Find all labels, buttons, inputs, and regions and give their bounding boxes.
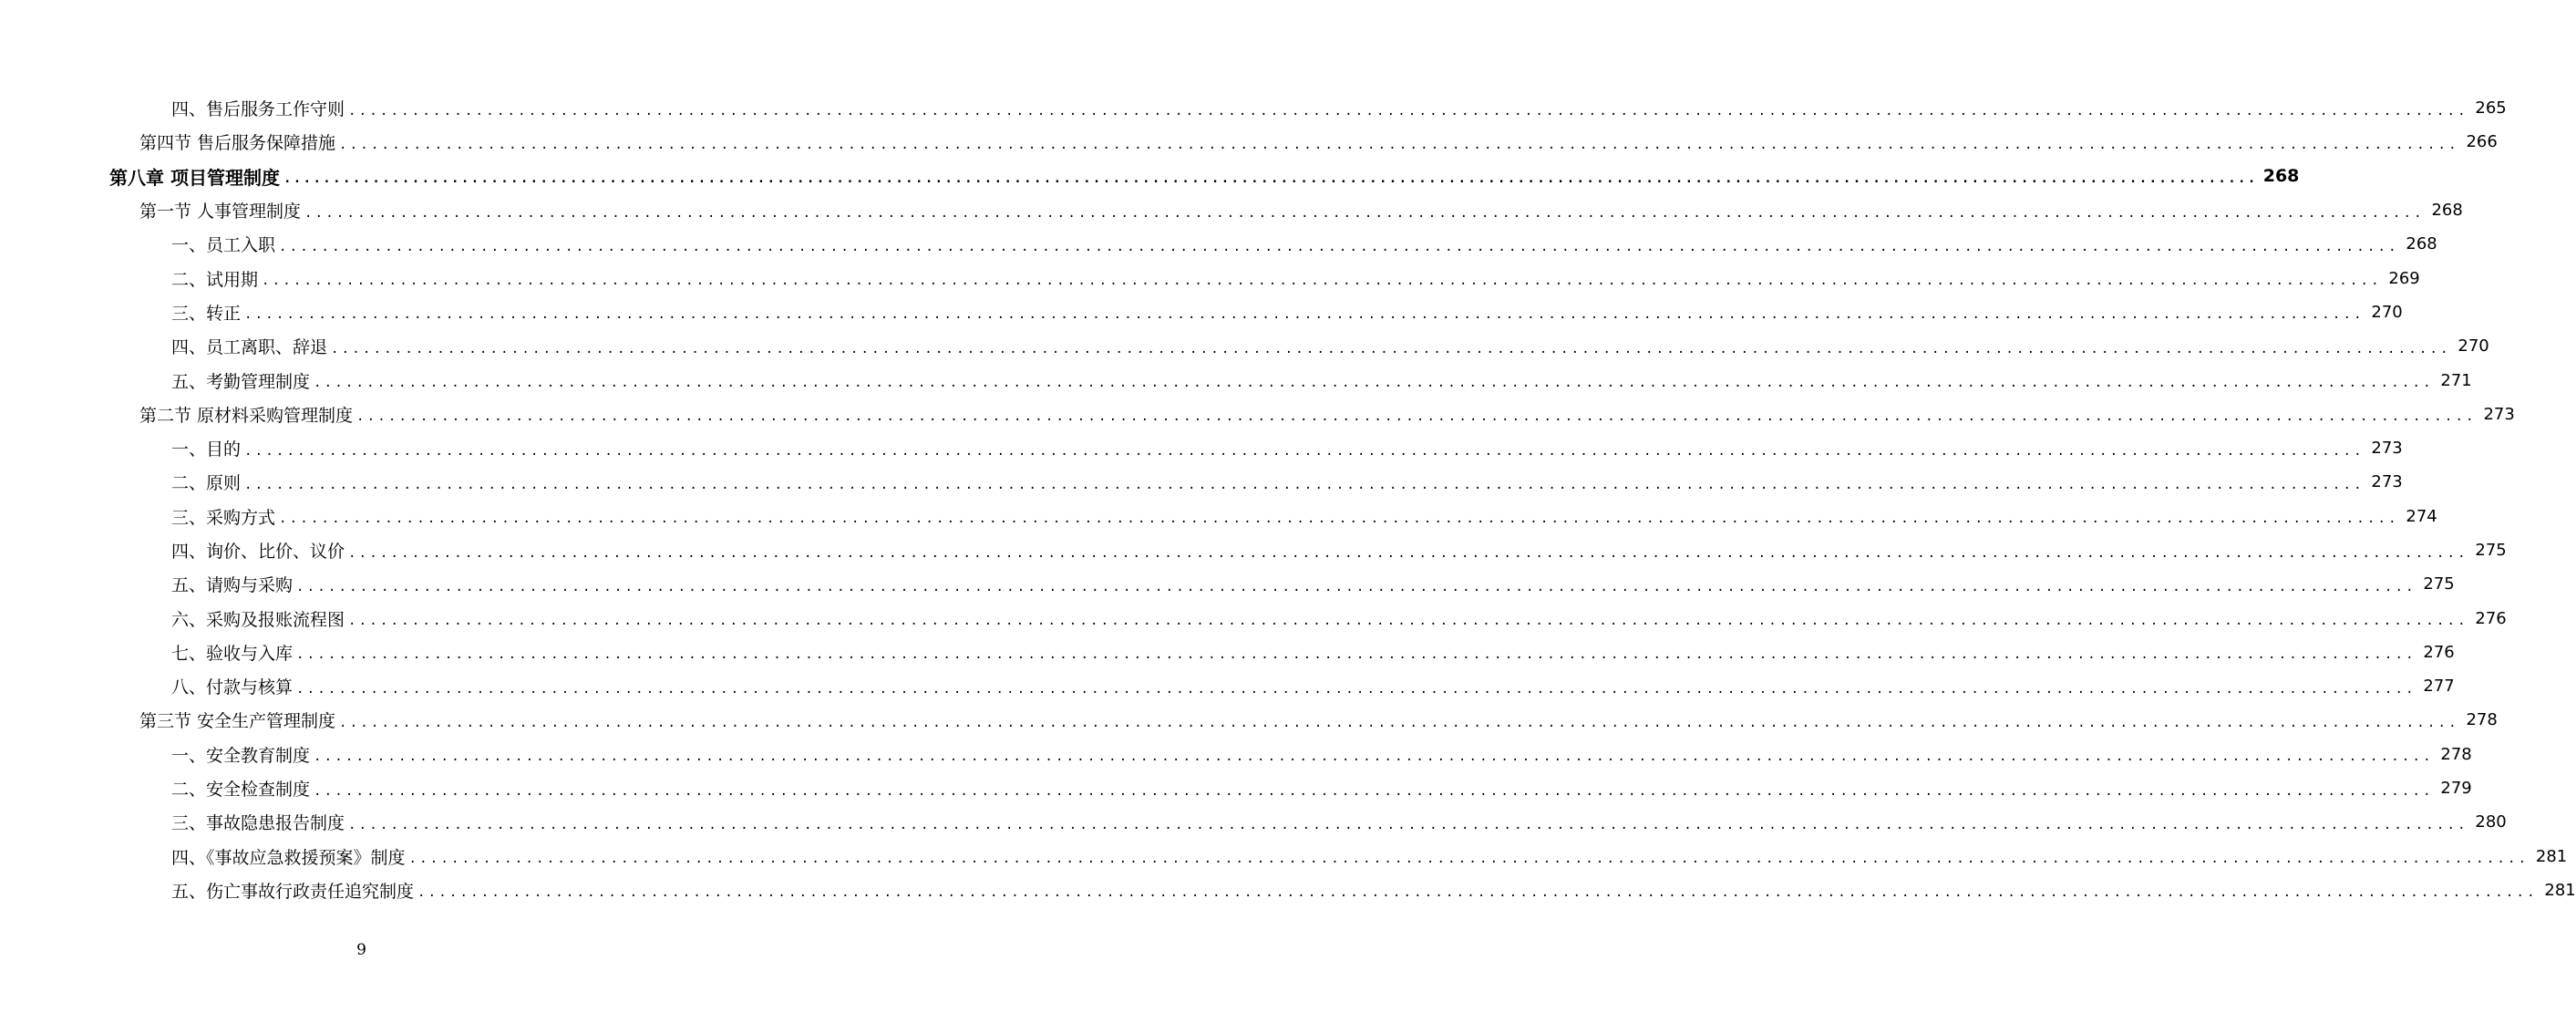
dot-leader: ........................................................................................................................................................................................................: [279, 512, 2399, 527]
toc-entry-page-number: 268: [2406, 234, 2437, 254]
toc-entry-section[interactable]: [0, 398, 2515, 431]
toc-entry-title: 二、试用期: [171, 269, 259, 290]
toc-entry-item[interactable]: [0, 636, 2455, 669]
toc-entry-page-number: 273: [2483, 404, 2515, 424]
toc-entry-page-number: 270: [2371, 302, 2403, 322]
dot-leader: ........................................................................................................................................................................................................: [296, 647, 2416, 663]
toc-entry-item[interactable]: [0, 295, 2403, 329]
toc-entry-item[interactable]: [0, 840, 2568, 873]
toc-entry-page-number: 273: [2371, 439, 2403, 459]
toc-entry-item[interactable]: [0, 431, 2403, 465]
toc-entry-page-number: 281: [2535, 846, 2568, 866]
toc-entry-title: 第二节 原材料采购管理制度: [139, 405, 354, 426]
dot-leader: ........................................................................................................................................................................................................: [348, 614, 2468, 629]
table-of-contents: [0, 91, 2576, 907]
toc-entry-title: 二、原则: [171, 473, 242, 494]
toc-entry-page-number: 271: [2440, 370, 2472, 390]
dot-leader: ........................................................................................................................................................................................................: [331, 341, 2451, 356]
toc-entry-page-number: 273: [2371, 472, 2403, 492]
toc-entry-section[interactable]: [0, 125, 2498, 159]
toc-entry-page-number: 276: [2475, 608, 2507, 628]
dot-leader: ........................................................................................................................................................................................................: [314, 749, 2434, 765]
dot-leader: ........................................................................................................................................................................................................: [314, 376, 2434, 391]
toc-entry-title: 四、员工离职、辞退: [171, 337, 328, 358]
toc-entry-title: 三、采购方式: [171, 507, 276, 528]
toc-entry-item[interactable]: [0, 738, 2472, 771]
toc-entry-page-number: 265: [2475, 98, 2507, 119]
toc-entry-item[interactable]: [0, 227, 2437, 261]
toc-entry-title: 第三节 安全生产管理制度: [139, 711, 336, 732]
toc-entry-chapter[interactable]: [0, 160, 2300, 193]
toc-entry-title: 四、《事故应急救援预案》制度: [171, 847, 406, 868]
toc-entry-title: 四、售后服务工作守则: [171, 99, 345, 120]
toc-entry-page-number: 280: [2475, 812, 2507, 832]
toc-entry-title: 八、付款与核算: [171, 677, 294, 698]
toc-entry-page-number: 268: [2431, 201, 2463, 221]
dot-leader: ........................................................................................................................................................................................................: [339, 715, 2459, 730]
dot-leader: ........................................................................................................................................................................................................: [296, 579, 2416, 594]
toc-entry-item[interactable]: [0, 329, 2489, 363]
toc-entry-title: 五、请购与采购: [171, 575, 294, 596]
page-number: 9: [356, 941, 366, 959]
toc-entry-page-number: 278: [2440, 744, 2472, 764]
toc-entry-page-number: 274: [2406, 506, 2437, 526]
dot-leader: ........................................................................................................................................................................................................: [314, 783, 2434, 799]
toc-entry-page-number: 266: [2466, 132, 2498, 152]
dot-leader: ........................................................................................................................................................................................................: [339, 137, 2459, 152]
toc-entry-item[interactable]: [0, 500, 2437, 533]
toc-entry-title: 一、目的: [171, 439, 242, 460]
toc-entry-item[interactable]: [0, 805, 2507, 839]
toc-entry-title: 第一节 人事管理制度: [139, 202, 302, 222]
toc-entry-page-number: 269: [2388, 268, 2420, 288]
dot-leader: ........................................................................................................................................................................................................: [279, 239, 2399, 254]
toc-entry-title: 五、伤亡事故行政责任追究制度: [171, 881, 415, 902]
toc-entry-item[interactable]: [0, 601, 2507, 635]
toc-entry-page-number: 275: [2423, 574, 2455, 594]
toc-entry-item[interactable]: [0, 261, 2420, 294]
toc-entry-page-number: 279: [2440, 779, 2472, 799]
toc-entry-section[interactable]: [0, 703, 2498, 737]
dot-leader: ........................................................................................................................................................................................................: [304, 205, 2425, 221]
toc-entry-title: 五、考勤管理制度: [171, 371, 311, 392]
toc-entry-page-number: 275: [2475, 541, 2507, 560]
toc-entry-title: 一、安全教育制度: [171, 745, 311, 766]
toc-entry-page-number: 276: [2423, 642, 2455, 662]
toc-entry-title: 第八章 项目管理制度: [109, 166, 280, 189]
toc-entry-title: 三、转正: [171, 303, 242, 324]
toc-entry-item[interactable]: [0, 465, 2403, 499]
dot-leader: ........................................................................................................................................................................................................: [417, 885, 2538, 901]
toc-entry-title: 第四节 售后服务保障措施: [139, 133, 336, 154]
toc-entry-page-number: 268: [2262, 166, 2300, 187]
toc-entry-item[interactable]: [0, 873, 2576, 907]
dot-leader: ........................................................................................................................................................................................................: [348, 103, 2468, 119]
toc-entry-item[interactable]: [0, 669, 2455, 703]
dot-leader: ........................................................................................................................................................................................................: [408, 852, 2530, 867]
toc-entry-title: 四、询价、比价、议价: [171, 542, 345, 562]
toc-entry-page-number: 270: [2458, 336, 2489, 356]
toc-entry-page-number: 281: [2544, 880, 2576, 900]
dot-leader: ........................................................................................................................................................................................................: [262, 274, 2382, 289]
toc-entry-item[interactable]: [0, 567, 2455, 601]
dot-leader: ........................................................................................................................................................................................................: [296, 681, 2416, 697]
dot-leader: ........................................................................................................................................................................................................: [244, 477, 2365, 492]
toc-entry-section[interactable]: [0, 193, 2463, 227]
toc-entry-title: 一、员工入职: [171, 235, 276, 256]
toc-entry-page-number: 277: [2423, 677, 2455, 697]
dot-leader: ........................................................................................................................................................................................................: [348, 817, 2468, 832]
dot-leader: ........................................................................................................................................................................................................: [244, 307, 2365, 323]
toc-entry-title: 二、安全检查制度: [171, 780, 311, 801]
toc-entry-item[interactable]: [0, 91, 2507, 125]
toc-entry-title: 三、事故隐患报告制度: [171, 813, 345, 834]
toc-entry-item[interactable]: [0, 533, 2507, 567]
toc-entry-title: 六、采购及报账流程图: [171, 609, 345, 630]
dot-leader: ........................................................................................................................................................................................................: [244, 443, 2365, 459]
toc-entry-item[interactable]: [0, 771, 2472, 805]
dot-leader: ........................................................................................................................................................................................................: [348, 545, 2468, 561]
toc-entry-title: 七、验收与入库: [171, 643, 294, 664]
toc-entry-item[interactable]: [0, 363, 2472, 397]
toc-entry-page-number: 278: [2466, 710, 2498, 730]
dot-leader: ........................................................................................................................................................................................................: [283, 171, 2258, 187]
dot-leader: ........................................................................................................................................................................................................: [356, 409, 2477, 425]
